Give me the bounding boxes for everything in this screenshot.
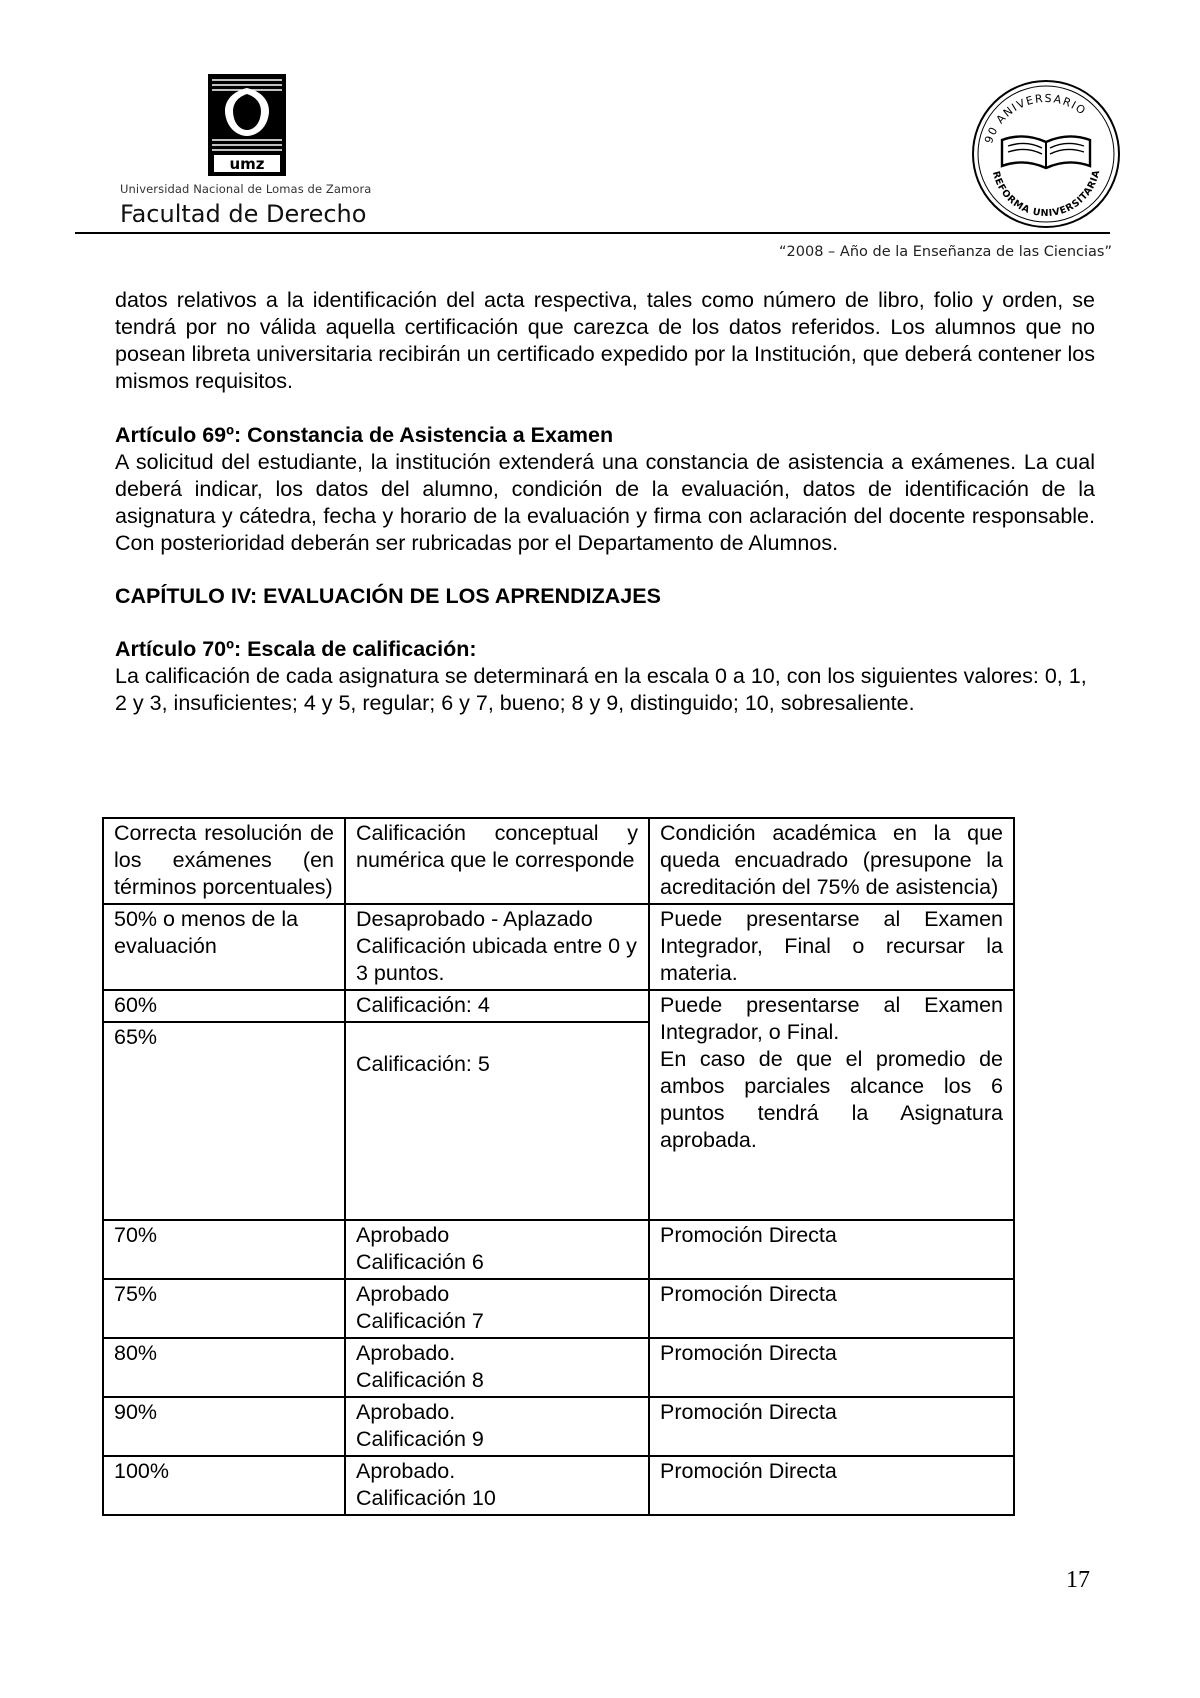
table-cell-grade: Calificación: 5: [345, 1022, 649, 1220]
table-header-cell: Condición académica en la que queda encuadrado (presupone la acreditación del 75% de asistencia): [649, 818, 1014, 904]
svg-text:90 ANIVERSARIO: 90 ANIVERSARIO: [982, 91, 1089, 146]
article-69-heading: Artículo 69º: Constancia de Asistencia a Examen: [115, 423, 614, 447]
faculty-name: Facultad de Derecho: [120, 200, 367, 228]
table-header-cell: Correcta resolución de los exámenes (en términos porcentuales): [103, 818, 345, 904]
grading-scale-table: [102, 817, 1015, 1516]
table-row: [103, 1456, 1014, 1515]
article-69-text: A solicitud del estudiante, la institución extenderá una constancia de asistencia a exámenes. La cual deberá indicar, los datos del alumno, condición de la evaluación, datos de identificación de la asignatura y cátedra, fecha y horario de la evaluación y firma con aclaración del docente responsable. Con posterioridad deberán ser rubricadas por el Departamento de Alumnos.: [115, 450, 1095, 555]
year-motto: “2008 – Año de la Enseñanza de las Ciencias”: [779, 244, 1112, 260]
table-cell-grade: [345, 1220, 649, 1279]
university-logo: [208, 74, 286, 176]
table-header-row: [103, 818, 1014, 904]
table-cell-grade: [345, 1338, 649, 1397]
table-cell-grade: [345, 1456, 649, 1515]
table-row: [103, 904, 1014, 990]
university-name: Universidad Nacional de Lomas de Zamora: [120, 182, 372, 196]
header-divider: [75, 232, 1110, 234]
svg-text:REFORMA UNIVERSITARIA: REFORMA UNIVERSITARIA: [989, 168, 1103, 220]
grade-status: Aprobado.: [356, 1341, 456, 1365]
table-header-cell: Calificación conceptual y numérica que le corresponde: [345, 818, 649, 904]
grade-status: Aprobado: [356, 1282, 450, 1306]
table-cell-condition: Puede presentarse al Examen Integrador, Final o recursar la materia.: [649, 904, 1014, 990]
table-cell-condition: Promoción Directa: [649, 1279, 1014, 1338]
document-body: [115, 287, 1095, 717]
grade-status: Aprobado: [356, 1223, 450, 1247]
table-row: [103, 1397, 1014, 1456]
table-cell-condition: [649, 990, 1014, 1220]
article-70-text: La calificación de cada asignatura se determinará en la escala 0 a 10, con los siguientes valores: 0, 1, 2 y 3, insuficientes; 4 y 5, regular; 6 y 7, bueno; 8 y 9, distinguido; 10, sobresaliente.: [115, 664, 1087, 715]
table-cell-percentage: 50% o menos de la evaluación: [103, 904, 345, 990]
table-cell-percentage: 65%: [103, 1022, 345, 1220]
svg-text:umz: umz: [229, 155, 265, 173]
grade-value: Calificación 10: [356, 1486, 496, 1510]
grade-status: Aprobado.: [356, 1459, 456, 1483]
table-row: [103, 1279, 1014, 1338]
table-row: [103, 1338, 1014, 1397]
paragraph-certification: datos relativos a la identificación del acta respectiva, tales como número de libro, folio y orden, se tendrá por no válida aquella certificación que carezca de los datos referidos. Los alumnos que no posean libreta universitaria recibirán un certificado expedido por la Institución, que deberá contener los mismos requisitos.: [115, 288, 1095, 393]
table-cell-grade: Calificación: 4: [345, 990, 649, 1022]
table-cell-percentage: 75%: [103, 1279, 345, 1338]
table-cell-grade: [345, 1397, 649, 1456]
table-row: [103, 990, 1014, 1022]
article-70-heading: Artículo 70º: Escala de calificación:: [115, 637, 477, 661]
table-cell-percentage: 70%: [103, 1220, 345, 1279]
chapter-iv-heading: CAPÍTULO IV: EVALUACIÓN DE LOS APRENDIZAJES: [115, 584, 661, 608]
table-cell-percentage: 100%: [103, 1456, 345, 1515]
table-cell-grade: [345, 1279, 649, 1338]
table-cell-percentage: 60%: [103, 990, 345, 1022]
grade-value: Calificación 6: [356, 1250, 484, 1274]
table-cell-condition: Promoción Directa: [649, 1220, 1014, 1279]
table-row: [103, 1220, 1014, 1279]
condition-note: En caso de que el promedio de ambos parciales alcance los 6 puntos tendrá la Asignatura aprobada.: [660, 1047, 1003, 1152]
table-cell-condition: Promoción Directa: [649, 1456, 1014, 1515]
condition-text: Puede presentarse al Examen Integrador, o Final.: [660, 993, 1003, 1044]
grade-value: Calificación 9: [356, 1427, 484, 1451]
grade-status: Aprobado.: [356, 1400, 456, 1424]
anniversary-seal: [970, 78, 1122, 230]
grade-value: Calificación 8: [356, 1368, 484, 1392]
table-cell-percentage: 80%: [103, 1338, 345, 1397]
grade-value: Calificación 7: [356, 1309, 484, 1333]
table-cell-condition: Promoción Directa: [649, 1397, 1014, 1456]
page-number: 17: [1066, 1567, 1090, 1593]
table-cell-grade: Desaprobado - Aplazado Calificación ubicada entre 0 y 3 puntos.: [345, 904, 649, 990]
table-cell-condition: Promoción Directa: [649, 1338, 1014, 1397]
table-cell-percentage: 90%: [103, 1397, 345, 1456]
